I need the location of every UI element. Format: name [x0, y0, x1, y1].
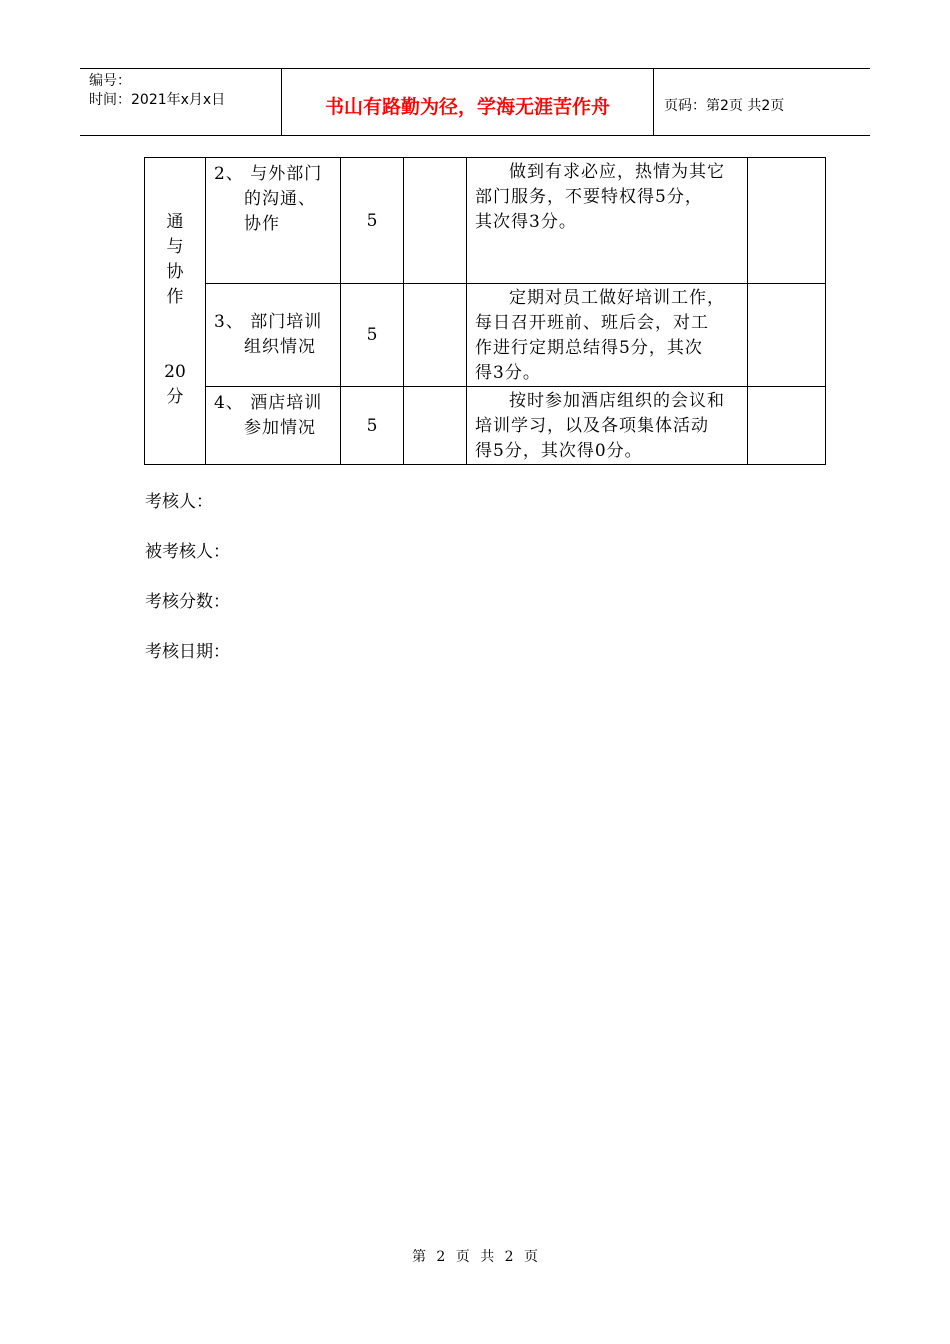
criteria-line: 定期对员工做好培训工作， — [509, 288, 725, 308]
assessment-table — [144, 157, 826, 465]
criteria-line: 做到有求必应，热情为其它 — [509, 162, 725, 182]
item-line: 组织情况 — [244, 337, 316, 357]
criteria-line: 每日召开班前、班后会，对工 — [475, 313, 709, 333]
item-line: 的沟通、 — [244, 189, 316, 209]
table-row — [145, 387, 826, 465]
criteria-cell — [467, 387, 748, 465]
assessor-label: 考核人： — [145, 492, 213, 512]
item-title: 2、 与外部门 — [214, 164, 323, 184]
item-cell — [206, 387, 341, 465]
category-char: 协 — [166, 262, 184, 282]
criteria-line: 作进行定期总结得5分，其次 — [475, 338, 703, 358]
item-title: 3、 部门培训 — [214, 312, 323, 332]
category-score: 20 — [164, 362, 186, 382]
points-cell: 5 — [341, 158, 404, 284]
points-cell: 5 — [341, 284, 404, 387]
table-row — [145, 284, 826, 387]
item-cell — [206, 284, 341, 387]
remarks-cell — [748, 387, 826, 465]
category-char: 分 — [166, 387, 184, 407]
criteria-line: 部门服务，不要特权得5分， — [475, 187, 703, 207]
document-number-label: 编号： — [89, 73, 131, 89]
criteria-cell — [467, 284, 748, 387]
criteria-line: 得3分。 — [475, 363, 541, 383]
assessee-label: 被考核人： — [145, 542, 230, 562]
document-date: 时间：2021年x月x日 — [89, 92, 226, 108]
category-char: 通 — [166, 212, 184, 232]
criteria-cell — [467, 158, 748, 284]
page-footer: 第 2 页 共 2 页 — [411, 1249, 539, 1265]
actual-score-cell — [404, 284, 467, 387]
category-char: 作 — [166, 287, 184, 307]
criteria-line: 其次得3分。 — [475, 212, 577, 232]
item-cell — [206, 158, 341, 284]
header-motto: 书山有路勤为径，学海无涯苦作舟 — [282, 69, 654, 135]
criteria-line: 得5分，其次得0分。 — [475, 441, 643, 461]
remarks-cell — [748, 284, 826, 387]
criteria-line: 按时参加酒店组织的会议和 — [509, 391, 725, 411]
points-cell: 5 — [341, 387, 404, 465]
item-line: 协作 — [244, 214, 280, 234]
category-cell — [145, 158, 206, 465]
actual-score-cell — [404, 158, 467, 284]
criteria-line: 培训学习，以及各项集体活动 — [475, 416, 709, 436]
page-header — [80, 68, 870, 136]
date-label: 考核日期： — [145, 642, 230, 662]
score-label: 考核分数： — [145, 592, 230, 612]
header-page-info: 页码：第2页 共2页 — [664, 98, 785, 114]
category-spacer — [145, 310, 205, 360]
item-line: 参加情况 — [244, 418, 316, 438]
remarks-cell — [748, 158, 826, 284]
header-meta — [80, 69, 282, 135]
table-row — [145, 158, 826, 284]
item-title: 4、 酒店培训 — [214, 393, 323, 413]
actual-score-cell — [404, 387, 467, 465]
category-char: 与 — [166, 237, 184, 257]
